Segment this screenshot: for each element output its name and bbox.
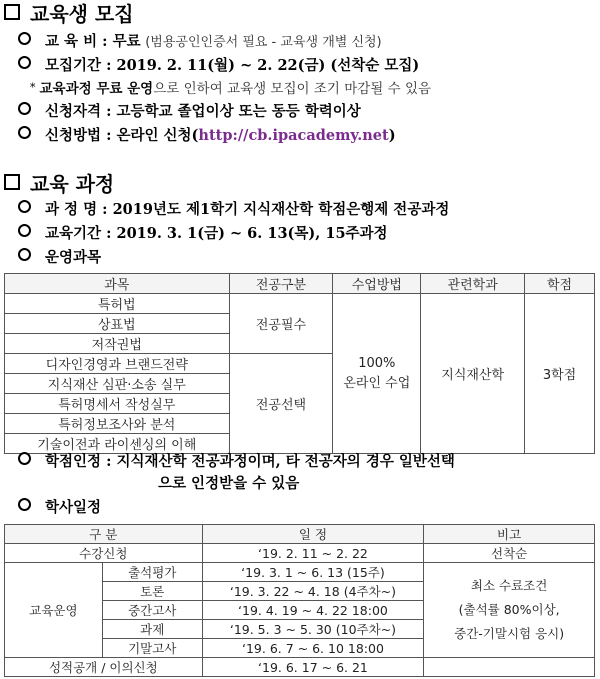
circle-bullet-icon — [18, 102, 31, 115]
circle-bullet-icon — [18, 248, 31, 261]
note-rest: 으로 인하여 교육생 모집이 조기 마감될 수 있음 — [153, 81, 432, 97]
section-title-course: 교육 과정 — [4, 172, 114, 196]
ops-date: ‘19. 6. 7 ~ 6. 10 18:00 — [202, 639, 424, 658]
checkbox-square-icon — [4, 174, 20, 190]
ops-item: 중간고사 — [102, 601, 202, 620]
qualification-line — [18, 102, 361, 122]
grades-date: ‘19. 6. 17 ~ 6. 21 — [202, 658, 424, 677]
ops-item: 출석평가 — [102, 563, 202, 582]
table-row — [5, 294, 595, 314]
ops-date: ‘19. 3. 1 ~ 6. 13 (15주) — [202, 563, 424, 582]
course-name: 과 정 명 : 2019년도 제1학기 지식재산학 학점은행제 전공과정 — [45, 201, 450, 218]
circle-bullet-icon — [18, 498, 31, 511]
qualification: 신청자격 : 고등학교 졸업이상 또는 동등 학력이상 — [45, 103, 361, 120]
subjects-label: 운영과목 — [45, 249, 102, 266]
enroll-date: ‘19. 2. 11 ~ 2. 22 — [202, 544, 424, 563]
header-credit: 학점 — [525, 274, 595, 294]
period-line — [18, 56, 419, 76]
early-close-note — [30, 79, 431, 98]
grades-note — [424, 658, 595, 677]
ops-date: ‘19. 3. 22 ~ 4. 18 (4주차~) — [202, 582, 424, 601]
table-header-row — [5, 525, 595, 544]
type-required: 전공필수 — [229, 294, 333, 354]
credit-recognition-line1: 학점인정 : 지식재산학 전공과정이며, 타 전공자의 경우 일반선택 — [18, 451, 455, 473]
header-category: 구 분 — [5, 525, 203, 544]
circle-bullet-icon — [18, 56, 31, 69]
method-cell: 100% 온라인 수업 — [333, 294, 421, 454]
dept-cell: 지식재산학 — [421, 294, 525, 454]
subject-cell: 특허명세서 작성실무 — [5, 394, 230, 414]
subject-cell: 특허법 — [5, 294, 230, 314]
ops-date: ‘19. 5. 3 ~ 5. 30 (10주차~) — [202, 620, 424, 639]
ops-label: 교육운영 — [5, 563, 103, 658]
circle-bullet-icon — [18, 32, 31, 45]
fee-note: (범용공인인증서 필요 - 교육생 개별 신청) — [145, 35, 382, 50]
note-bold: 교육과정 무료 운영 — [39, 81, 154, 97]
credit-recognition-line2: 으로 인정받을 수 있음 — [158, 475, 300, 492]
note-asterisk: * — [30, 81, 36, 94]
schedule-label: 학사일정 — [45, 499, 102, 516]
fee-line — [18, 32, 382, 53]
method-close: ) — [388, 127, 396, 144]
section-title-recruit: 교육생 모집 — [4, 2, 134, 26]
subjects-label-line — [18, 248, 101, 268]
recruit-period: 모집기간 : 2019. 2. 11(월) ~ 2. 22(금) (선착순 모집) — [45, 57, 420, 74]
circle-bullet-icon — [18, 200, 31, 213]
enroll-note: 선착순 — [424, 544, 595, 563]
header-dept: 관련학과 — [421, 274, 525, 294]
table-row — [5, 563, 595, 582]
subject-cell: 특허정보조사와 분석 — [5, 414, 230, 434]
circle-bullet-icon — [18, 452, 31, 465]
header-remarks: 비고 — [424, 525, 595, 544]
header-subject: 과목 — [5, 274, 230, 294]
header-method: 수업방법 — [333, 274, 421, 294]
grades-label: 성적공개 / 이의신청 — [5, 658, 203, 677]
credit-cell: 3학점 — [525, 294, 595, 454]
ops-item: 기말고사 — [102, 639, 202, 658]
header-type: 전공구분 — [229, 274, 333, 294]
course-period-line — [18, 224, 388, 244]
enroll-label: 수강신청 — [5, 544, 203, 563]
subject-cell: 디자인경영과 브랜드전략 — [5, 354, 230, 374]
ops-date: ‘19. 4. 19 ~ 4. 22 18:00 — [202, 601, 424, 620]
checkbox-square-icon — [4, 4, 20, 20]
subjects-table — [4, 273, 595, 454]
table-header-row — [5, 274, 595, 294]
table-row — [5, 544, 595, 563]
header-schedule: 일 정 — [202, 525, 424, 544]
ipacademy-link[interactable]: http://cb.ipacademy.net — [198, 127, 389, 144]
method-label: 신청방법 : 온라인 신청( — [45, 127, 199, 144]
circle-bullet-icon — [18, 224, 31, 237]
circle-bullet-icon — [18, 126, 31, 139]
schedule-table — [4, 524, 595, 677]
subject-cell: 상표법 — [5, 314, 230, 334]
course-name-line — [18, 200, 449, 220]
type-elective: 전공선택 — [229, 354, 333, 454]
subject-cell: 저작권법 — [5, 334, 230, 354]
fee-label: 교 육 비 : 무료 — [45, 33, 141, 50]
subject-cell: 지식재산 심판·소송 실무 — [5, 374, 230, 394]
table-row — [5, 658, 595, 677]
ops-item: 토론 — [102, 582, 202, 601]
course-period: 교육기간 : 2019. 3. 1(금) ~ 6. 13(목), 15주과정 — [45, 225, 388, 242]
subject-cell: 기술이전과 라이센싱의 이해 — [5, 434, 230, 454]
schedule-label-line — [18, 498, 101, 518]
ops-item: 과제 — [102, 620, 202, 639]
method-line — [18, 126, 396, 146]
ops-note: 최소 수료조건 (출석률 80%이상, 중간-기말시험 응시) — [424, 563, 595, 658]
